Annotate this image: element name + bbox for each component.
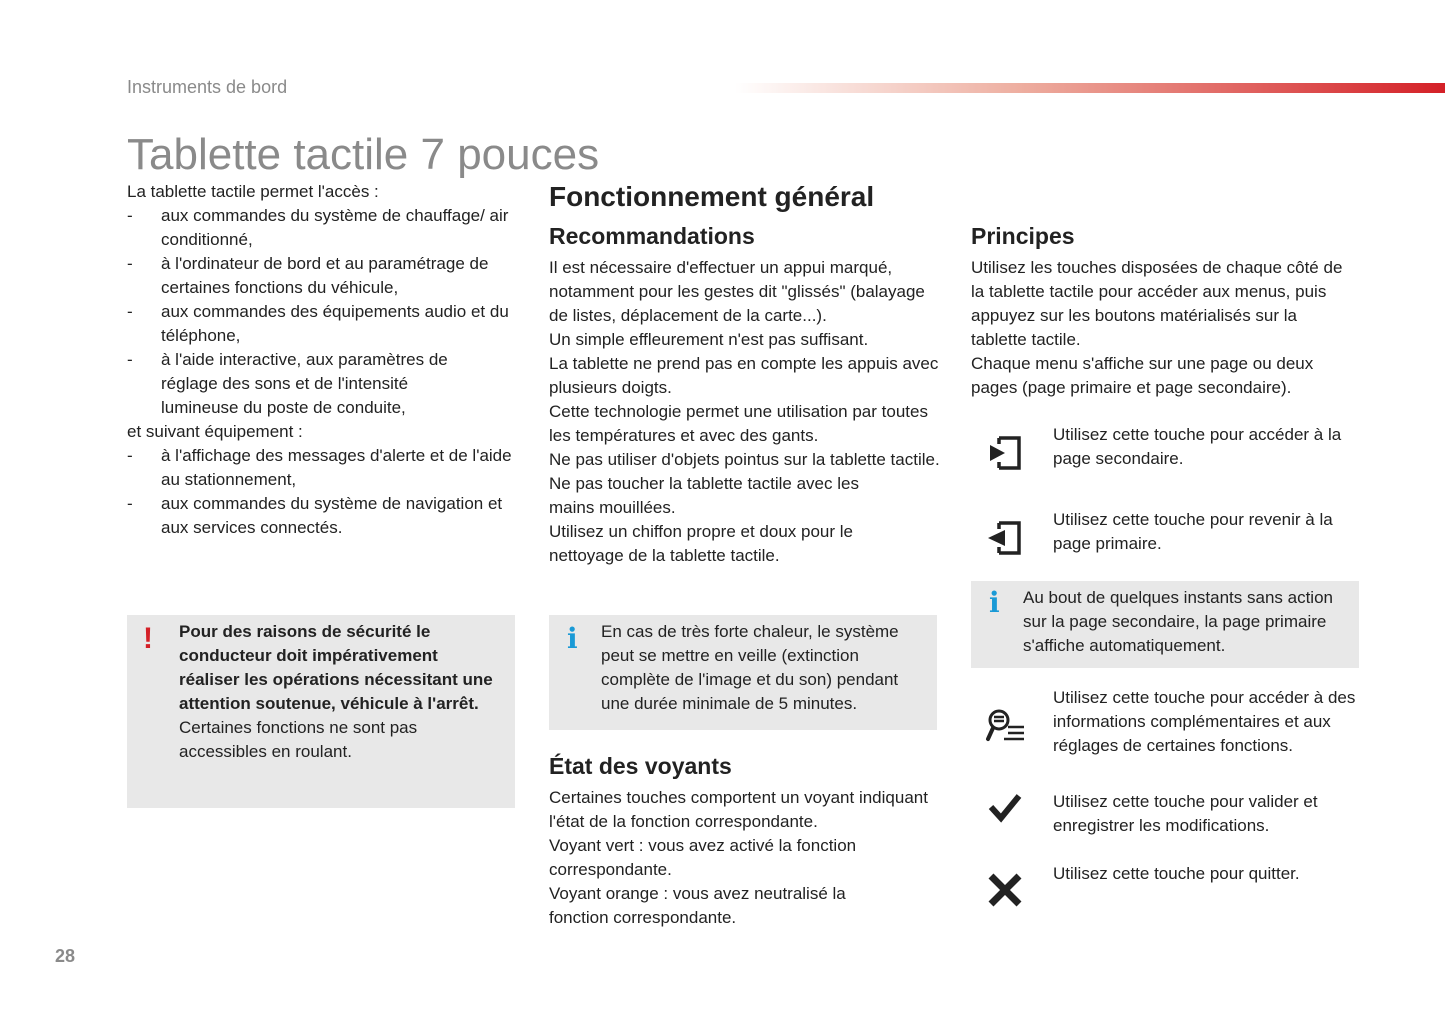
subheading-etat-voyants: État des voyants [549,753,732,779]
info-text: En cas de très forte chaleur, le système peut se mettre en veille (extinction complète de l'image et du son) pendant une durée minimale de 5 minutes. [601,622,899,713]
row-text-close: Utilisez cette touche pour quitter. [1053,864,1300,883]
principes-text [971,256,1356,400]
list-item: - à l'ordinateur de bord et au paramétrage de certaines fonctions du véhicule, [127,252,519,300]
paragraph: Ne pas utiliser d'objets pointus sur la tablette tactile. [549,450,940,469]
safety-warning-box [127,615,515,808]
list-item: - aux commandes des équipements audio et du téléphone, [127,300,519,348]
paragraph: Cette technologie permet une utilisation par toutes les températures et avec des gants. [549,402,928,445]
paragraph: Utilisez un chiffon propre et doux pour le nettoyage de la tablette tactile. [549,522,853,565]
paragraph: Il est nécessaire d'effectuer un appui marqué, notamment pour les gestes dit "glissés" (balayage de listes, déplacement de la carte...). [549,258,925,325]
page-number: 28 [55,946,76,966]
intro-text-2: et suivant équipement : [127,422,303,441]
info-text: Au bout de quelques instants sans action sur la page secondaire, la page primaire s'affiche automatiquement. [1023,588,1333,655]
info-box [549,615,937,730]
left-column [127,180,519,540]
info-icon: i [567,622,578,655]
list-item: - à l'aide interactive, aux paramètres de réglage des sons et de l'intensité lumineuse du poste de conduite, [127,348,519,420]
paragraph: Voyant vert : vous avez activé la fonction correspondante. [549,836,857,879]
checkmark-icon [985,787,1025,827]
row-text-search-list: Utilisez cette touche pour accéder à des informations complémentaires et aux réglages de certaines fonctions. [1053,688,1356,755]
paragraph: Voyant orange : vous avez neutralisé la fonction correspondante. [549,884,846,927]
page-title: Tablette tactile 7 pouces [127,130,600,179]
paragraph: Certaines touches comportent un voyant indiquant l'état de la fonction correspondante. [549,788,928,831]
close-icon [985,870,1025,910]
warning-bold-text: Pour des raisons de sécurité le conducteur doit impérativement réaliser les opérations nécessitant une attention soutenue, véhicule à l'arrêt. [179,622,493,713]
paragraph: Chaque menu s'affiche sur une page ou deux pages (page primaire et page secondaire). [971,354,1314,397]
intro-text: La tablette tactile permet l'accès : [127,182,379,201]
row-text-page-back: Utilisez cette touche pour revenir à la page primaire. [1053,510,1333,553]
paragraph: La tablette ne prend pas en compte les appuis avec plusieurs doigts. [549,354,939,397]
section-heading: Fonctionnement général [549,181,875,212]
list-item: - à l'affichage des messages d'alerte et de l'aide au stationnement, [127,444,519,492]
header-accent-bar [735,83,1445,93]
subheading-principes: Principes [971,223,1075,249]
paragraph: Un simple effleurement n'est pas suffisant. [549,330,869,349]
warning-icon: ! [143,622,153,655]
page-back-icon [985,518,1025,558]
list-item: - aux commandes du système de navigation et aux services connectés. [127,492,519,540]
list-item: - aux commandes du système de chauffage/ air conditionné, [127,204,519,252]
row-text-checkmark: Utilisez cette touche pour valider et enregistrer les modifications. [1053,792,1318,835]
page-forward-icon [985,433,1025,473]
info-icon: i [989,586,1000,619]
row-text-page-forward: Utilisez cette touche pour accéder à la page secondaire. [1053,425,1342,468]
voyants-text [549,786,929,930]
warning-text: Certaines fonctions ne sont pas accessibles en roulant. [179,718,418,761]
recommendations-text [549,256,941,568]
subheading-recommandations: Recommandations [549,223,755,249]
paragraph: Utilisez les touches disposées de chaque côté de la tablette tactile pour accéder aux menus, puis appuyez sur les boutons matérialisés sur la tablette tactile. [971,258,1343,349]
equipment-list [127,444,519,540]
paragraph: Ne pas toucher la tablette tactile avec les mains mouillées. [549,474,859,517]
info-box-secondary [971,581,1359,668]
search-list-icon [985,707,1025,747]
access-list [127,204,519,420]
section-header: Instruments de bord [127,77,288,97]
